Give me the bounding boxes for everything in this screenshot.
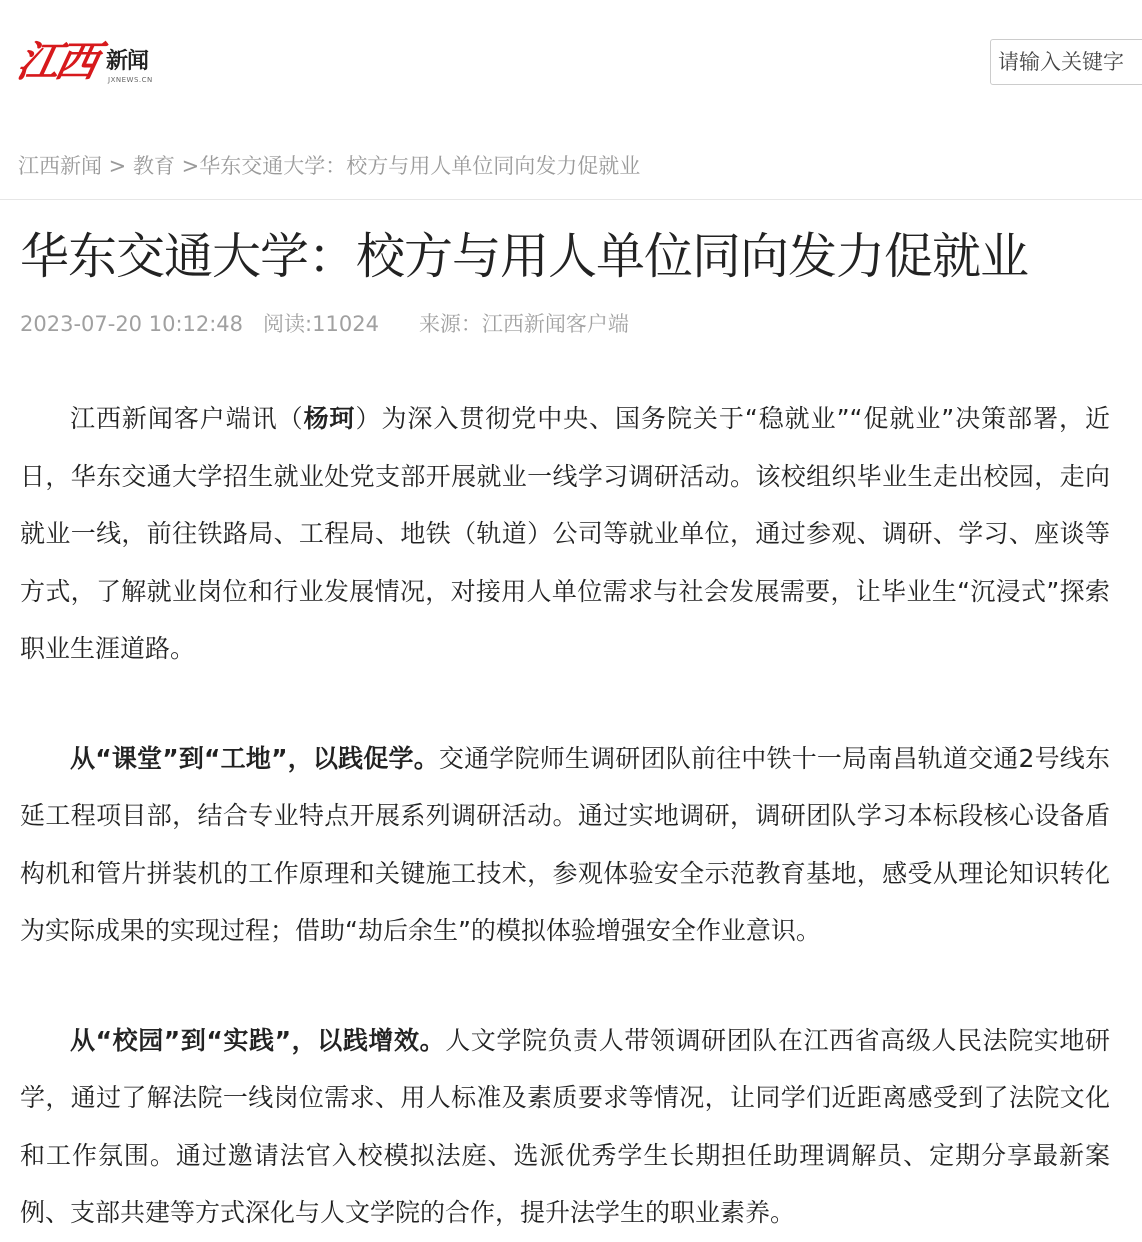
article-meta [20,308,629,340]
jxnews-logo[interactable] [12,36,160,92]
paragraph-text: 交通学院师生调研团队前往中铁十一局南昌轨道交通2号线东延工程项目部，结合专业特点开展系列调研活动。通过实地调研，调研团队学习本标段核心设备盾构机和管片拼装机的工作原理和关键施工技术，参观体验安全示范教育基地，感受从理论知识转化为实际成果的实现过程；借助“劫后余生”的模拟体验增强安全作业意识。 [20,743,1110,945]
breadcrumb-separator: > [174,154,200,178]
article-source: 来源：江西新闻客户端 [418,312,629,336]
article-title: 华东交通大学：校方与用人单位同向发力促就业 [20,228,1029,285]
logo-script-text: 江西 [12,37,100,86]
paragraph-lead: 江西新闻客户端讯（ [70,404,304,433]
logo-domain-text: JXNEWS.CN [108,76,153,84]
breadcrumb-separator: > [102,154,133,178]
article-paragraph [20,1012,1110,1242]
search-box [990,39,1142,85]
read-count: 阅读:11024 [263,312,379,336]
breadcrumb-current-link[interactable]: 华东交通大学：校方与用人单位同向发力促就业 [199,154,641,178]
author-name: 杨珂 [303,404,356,433]
search-input[interactable] [991,40,1141,84]
paragraph-heading: 从“校园”到“实践”，以践增效。 [70,1025,446,1055]
header-divider [0,199,1142,200]
breadcrumb [18,148,640,184]
paragraph-text: 人文学院负责人带领调研团队在江西省高级人民法院实地研学，通过了解法院一线岗位需求、用人标准及素质要求等情况，让同学们近距离感受到了法院文化和工作氛围。通过邀请法官入校模拟法庭、选派优秀学生长期担任助理调解员、定期分享最新案例、支部共建等方式深化与人文学院的合作，提升法学生的职业素养。 [20,1025,1110,1227]
paragraph-text: ）为深入贯彻党中央、国务院关于“稳就业”“促就业”决策部署，近日，华东交通大学招生就业处党支部开展就业一线学习调研活动。该校组织毕业生走出校园，走向就业一线，前往铁路局、工程局、地铁（轨道）公司等就业单位，通过参观、调研、学习、座谈等方式，了解就业岗位和行业发展情况，对接用人单位需求与社会发展需要，让毕业生“沉浸式”探索职业生涯道路。 [20,404,1110,663]
article-body [20,390,1110,1242]
site-header [0,0,1142,120]
paragraph-heading: 从“课堂”到“工地”，以践促学。 [70,743,439,773]
article-paragraph [20,730,1110,960]
article-paragraph [20,390,1110,678]
logo-news-text: 新闻 [106,48,149,74]
breadcrumb-section-link[interactable]: 教育 [132,154,175,178]
breadcrumb-home-link[interactable]: 江西新闻 [18,154,102,178]
publish-datetime: 2023-07-20 10:12:48 [20,312,244,336]
